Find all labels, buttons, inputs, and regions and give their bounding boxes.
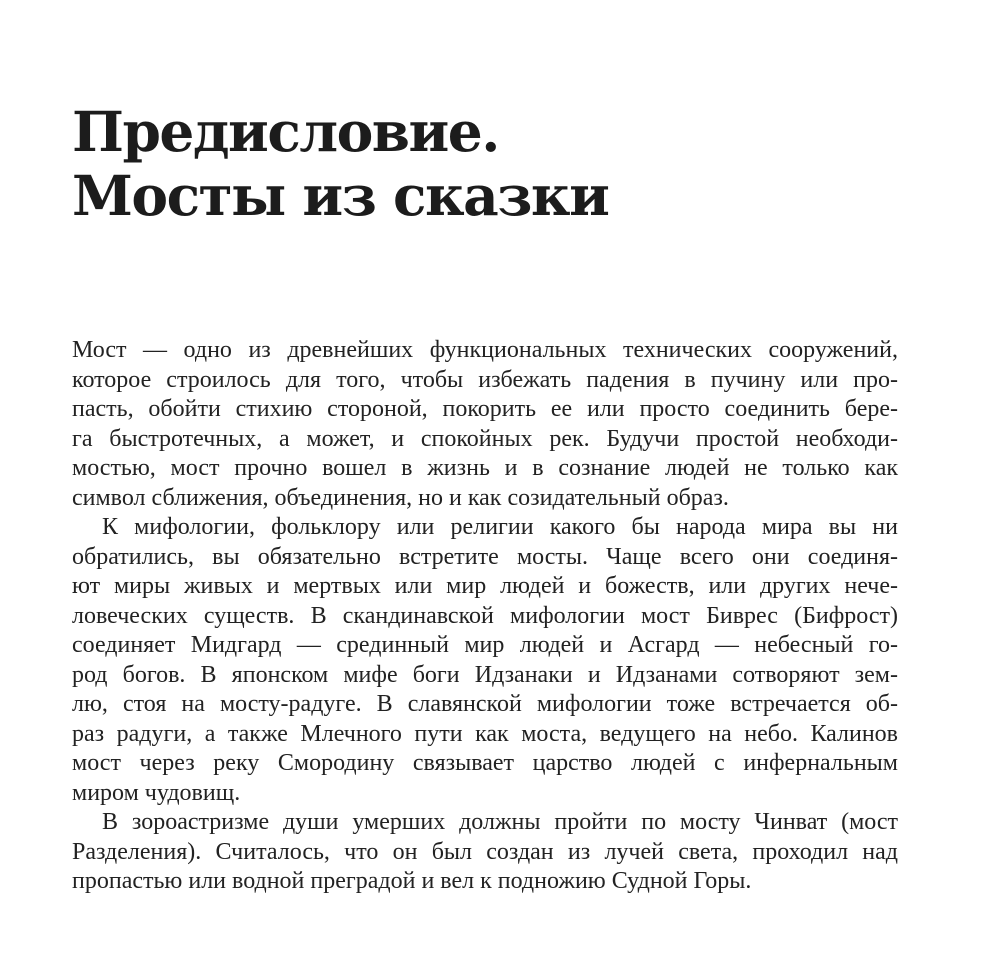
text-line: пропастью или водной преградой и вел к подножию Судной Горы. [72,868,752,894]
text-line: род богов. В японском мифе боги Идзанаки и Идзанами сотворяют зем- [72,661,898,688]
text-line: пасть, обойти стихию стороной, покорить ее или просто соединить бере- [72,396,898,422]
chapter-title [72,100,608,228]
text-line: К мифологии, фольклору или религии какого бы народа мира вы ни [102,514,898,540]
text-line: В зороастризме души умерших должны пройти по мосту Чинват (мост [102,809,898,835]
text-line: соединяет Мидгард — срединный мир людей и Асгард — небесный го- [72,632,898,658]
text-line: ловеческих существ. В скандинавской мифологии мост Биврес (Бифрост) [72,602,898,629]
text-line: раз радуги, а также Млечного пути как моста, ведущего на небо. Калинов [72,720,898,747]
body-text [72,336,898,897]
chapter-title-line-2: Мосты из сказки [72,163,609,228]
text-line: миром чудовищ. [72,779,241,806]
text-line: га быстротечных, а может, и спокойных рек. Будучи простой необходи- [72,425,898,452]
text-line: Мост — одно из древнейших функциональных технических сооружений, [72,337,898,363]
text-line: мост через реку Смородину связывает царство людей с инфернальным [72,750,898,776]
text-line: которое строилось для того, чтобы избежать падения в пучину или про- [72,366,898,393]
text-line: ют миры живых и мертвых или мир людей и божеств, или других нече- [72,573,898,599]
chapter-title-line-1: Предисловие. [72,99,499,164]
text-line: символ сближения, объединения, но и как созидательный образ. [72,484,729,511]
text-line: мостью, мост прочно вошел в жизнь и в сознание людей не только как [72,455,898,481]
text-line: Разделения). Считалось, что он был создан из лучей света, проходил над [72,838,898,865]
text-line: обратились, вы обязательно встретите мосты. Чаще всего они соединя- [72,543,898,570]
text-line: лю, стоя на мосту-радуге. В славянской мифологии тоже встречается об- [72,691,898,717]
